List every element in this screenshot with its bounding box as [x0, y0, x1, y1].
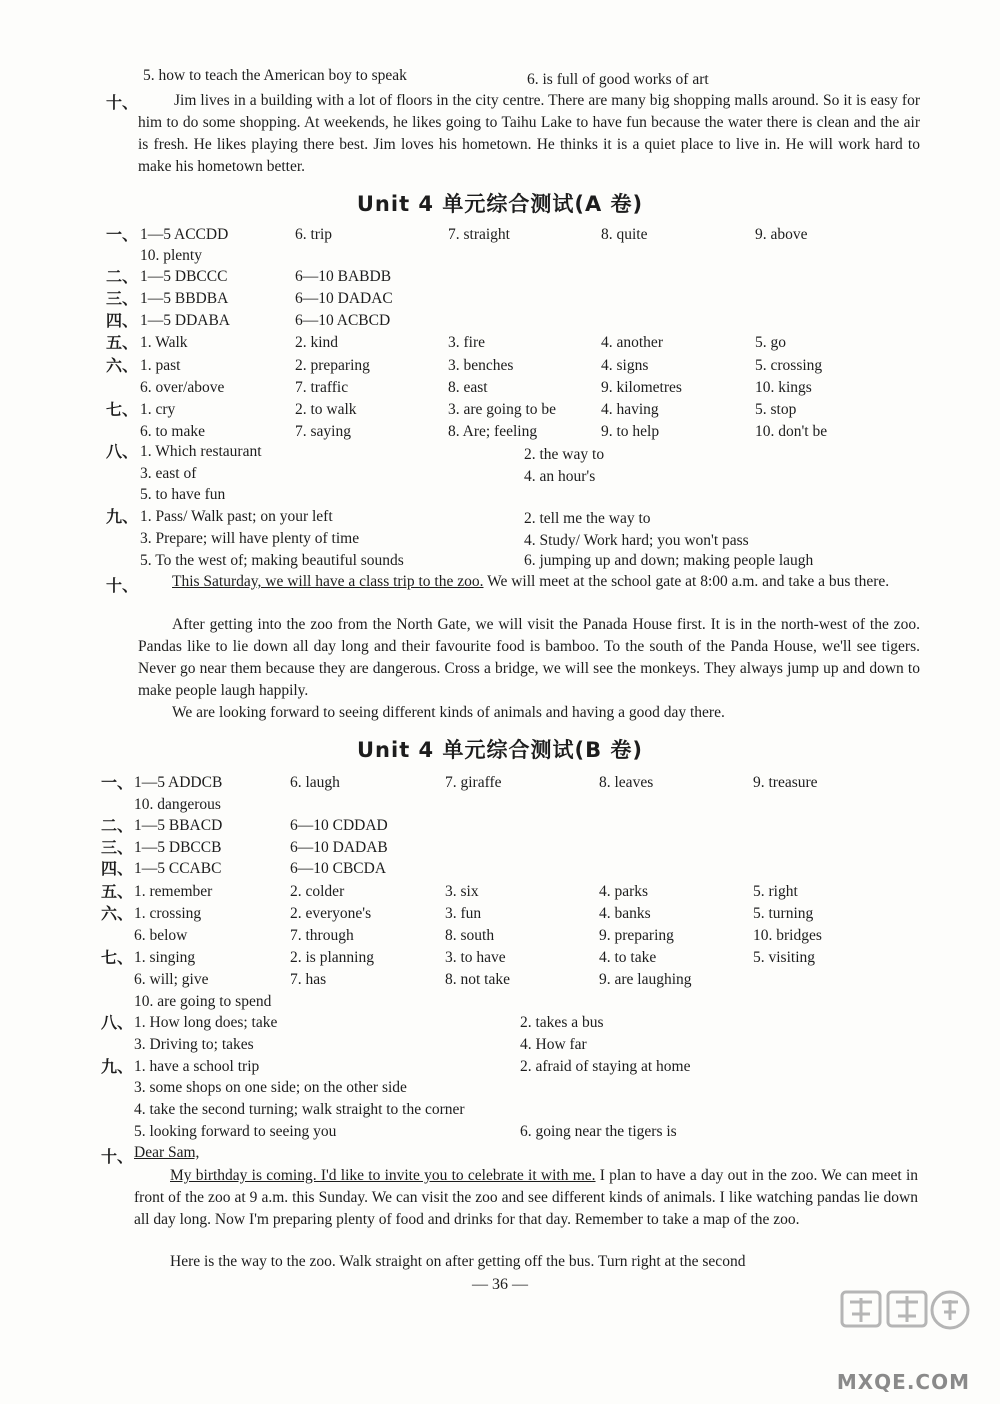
answer-cell: 4. parks: [599, 883, 649, 900]
answer-row: [0, 421, 1000, 443]
answer-cell: 1—5 ACCDD: [140, 226, 229, 243]
answer-row: [0, 550, 1000, 572]
answer-row: [0, 377, 1000, 399]
question-number: 一、: [106, 225, 139, 244]
answer-row: [0, 925, 1000, 947]
answer-cell: 1. Pass/ Walk past; on your left: [140, 508, 333, 525]
answer-cell: 1. Which restaurant: [140, 443, 262, 460]
answer-row: [0, 1056, 1000, 1078]
answer-cell: 4. take the second turning; walk straight to the corner: [134, 1101, 465, 1118]
question-number: 六、: [106, 356, 139, 375]
answer-row: [0, 903, 1000, 925]
answer-cell: 1. past: [140, 357, 181, 374]
answer-line: 5. how to teach the American boy to speak: [143, 67, 407, 84]
answer-cell: 4. another: [601, 334, 663, 351]
essay-paragraph: We are looking forward to seeing different kinds of animals and having a good day there.: [172, 704, 725, 721]
question-number: 八、: [106, 442, 139, 461]
answer-cell: 3. Driving to; takes: [134, 1036, 254, 1053]
question-number: 九、: [106, 507, 139, 526]
answer-cell: 5. turning: [753, 905, 814, 922]
answer-cell: 3. benches: [448, 357, 514, 374]
page-number: — 36 —: [472, 1276, 528, 1293]
question-number: 五、: [101, 882, 134, 901]
answer-row: [0, 463, 1000, 485]
answer-cell: 6—10 CBCDA: [290, 860, 387, 877]
answer-row: [0, 266, 1000, 288]
answer-row: [0, 399, 1000, 421]
answer-cell: 1—5 DDABA: [140, 312, 230, 329]
question-number: 四、: [106, 311, 139, 330]
answer-cell: 4. banks: [599, 905, 651, 922]
answer-cell: 4. signs: [601, 357, 649, 374]
answer-cell: 8. leaves: [599, 774, 654, 791]
answer-cell: 6—10 DADAB: [290, 839, 388, 856]
answer-cell: 9. kilometres: [601, 379, 682, 396]
answer-cell: 6—10 DADAC: [295, 290, 393, 307]
answer-cell: 7. traffic: [295, 379, 349, 396]
answer-cell: 10. kings: [755, 379, 812, 396]
watermark-logo-icon: [772, 1284, 982, 1380]
answer-cell: 2. to walk: [295, 401, 357, 418]
answer-cell: 7. saying: [295, 423, 351, 440]
answer-row: [0, 245, 1000, 267]
answer-cell: 5. crossing: [755, 357, 823, 374]
answer-cell: 6—10 ACBCD: [295, 312, 391, 329]
section-heading-b: Unit 4 单元综合测试(B 卷): [357, 738, 643, 762]
answer-cell: 6. jumping up and down; making people laugh: [524, 552, 814, 569]
question-number: 五、: [106, 333, 139, 352]
answer-cell: 3. some shops on one side; on the other side: [134, 1079, 407, 1096]
answer-row: [0, 969, 1000, 991]
answer-cell: 1. remember: [134, 883, 213, 900]
answer-cell: 10. bridges: [753, 927, 822, 944]
answer-row: [0, 288, 1000, 310]
question-number: 二、: [101, 816, 134, 835]
answer-row: [0, 837, 1000, 859]
essay-text: I plan to have a day out in the zoo. We can meet in front of the zoo at 9 a.m. this Sunday. We can visit the zoo and see different kinds of animals. I like watching pandas lie down all day long. Now I'm preparing plenty of food and drinks for that day. Remember to take a map of the zoo.: [134, 1167, 919, 1228]
answer-cell: 2. preparing: [295, 357, 370, 374]
answer-cell: 10. dangerous: [134, 796, 221, 813]
answer-cell: 3. to have: [445, 949, 506, 966]
answer-cell: 8. Are; feeling: [448, 423, 538, 440]
answer-cell: 2. colder: [290, 883, 345, 900]
answer-cell: 3. fire: [448, 334, 486, 351]
answer-row: [0, 1012, 1000, 1034]
answer-row: [0, 858, 1000, 880]
answer-cell: 9. to help: [601, 423, 660, 440]
answer-cell: 10. plenty: [140, 247, 202, 264]
answer-cell: 9. preparing: [599, 927, 674, 944]
question-number: 一、: [101, 773, 134, 792]
answer-cell: 6. will; give: [134, 971, 209, 988]
answer-cell: 8. quite: [601, 226, 648, 243]
answer-row: [0, 991, 1000, 1013]
watermark-text: MXQE.COM: [836, 1370, 970, 1394]
answer-cell: 1—5 CCABC: [134, 860, 222, 877]
essay-paragraph: Jim lives in a building with a lot of floors in the city centre. There are many big shopping malls around. So it is easy for him to do some shopping. At weekends, he likes going to Taihu Lake to have fun because the water there is clean and the air is fresh. He likes playing there best. Jim loves his hometown. He thinks it is a quiet place to live in. He will work hard to make his hometown better.: [138, 92, 920, 175]
answer-cell: 10. are going to spend: [134, 993, 272, 1010]
essay-text: We will meet at the school gate at 8:00 a.m. and take a bus there.: [483, 573, 890, 590]
answer-cell: 4. having: [601, 401, 659, 418]
answer-row: [0, 528, 1000, 550]
question-number: 九、: [101, 1057, 134, 1076]
answer-cell: 8. south: [445, 927, 495, 944]
question-number: 四、: [101, 859, 134, 878]
answer-row: [0, 947, 1000, 969]
underlined-sentence: My birthday is coming. I'd like to invite you to celebrate it with me.: [170, 1167, 596, 1184]
question-number: 七、: [101, 948, 134, 967]
answer-cell: 7. through: [290, 927, 354, 944]
answer-cell: 1—5 BBACD: [134, 817, 223, 834]
answer-cell: 7. giraffe: [445, 774, 502, 791]
answer-cell: 2. takes a bus: [520, 1014, 604, 1031]
question-number: 十、: [106, 93, 139, 112]
question-number: 十、: [106, 576, 139, 595]
answer-cell: 5. to have fun: [140, 486, 226, 503]
answer-row: [0, 355, 1000, 377]
answer-row: [0, 332, 1000, 354]
answer-cell: 3. Prepare; will have plenty of time: [140, 530, 360, 547]
answer-row: [0, 506, 1000, 528]
question-number: 三、: [106, 289, 139, 308]
question-number: 七、: [106, 400, 139, 419]
answer-cell: 2. the way to: [524, 446, 605, 463]
answer-cell: 7. straight: [448, 226, 510, 243]
answer-cell: 3. are going to be: [448, 401, 557, 418]
answer-line: 6. is full of good works of art: [527, 71, 709, 88]
underlined-sentence: This Saturday, we will have a class trip to the zoo.: [172, 573, 484, 590]
answer-cell: 6. going near the tigers is: [520, 1123, 677, 1140]
answer-row: [0, 772, 1000, 794]
answer-cell: 5. To the west of; making beautiful sounds: [140, 552, 404, 569]
answer-cell: 4. How far: [520, 1036, 587, 1053]
answer-cell: 6. trip: [295, 226, 333, 243]
answer-cell: 1—5 DBCCB: [134, 839, 222, 856]
answer-row: [0, 224, 1000, 246]
answer-cell: 3. east of: [140, 465, 197, 482]
answer-cell: 10. don't be: [755, 423, 828, 440]
answer-cell: 9. are laughing: [599, 971, 692, 988]
answer-cell: 2. everyone's: [290, 905, 372, 922]
answer-cell: 7. has: [290, 971, 327, 988]
answer-row: [0, 1077, 1000, 1099]
answer-cell: 1. singing: [134, 949, 196, 966]
answer-cell: 5. looking forward to seeing you: [134, 1123, 337, 1140]
essay-paragraph: Here is the way to the zoo. Walk straight on after getting off the bus. Turn right at the second: [170, 1253, 746, 1270]
question-number: 六、: [101, 904, 134, 923]
answer-cell: 1. How long does; take: [134, 1014, 278, 1031]
answer-cell: 6—10 BABDB: [295, 268, 392, 285]
section-heading-a: Unit 4 单元综合测试(A 卷): [356, 192, 644, 216]
answer-cell: 5. right: [753, 883, 798, 900]
answer-cell: 6. laugh: [290, 774, 340, 791]
answer-cell: 3. six: [445, 883, 479, 900]
answer-cell: 4. an hour's: [524, 468, 596, 485]
question-number: 八、: [101, 1013, 134, 1032]
answer-cell: 3. fun: [445, 905, 482, 922]
essay-paragraph: After getting into the zoo from the North Gate, we will visit the Panada House first. It is in the north-west of the zoo. Pandas like to lie down all day long and their favourite food is bamboo. To the south of the Panda House, we'll see tigers. Never go near them because they are dangerous. Cross a bridge, we will see the monkeys. They always jump up and down to make people laugh happily.: [138, 616, 920, 699]
answer-cell: 6—10 CDDAD: [290, 817, 388, 834]
answer-cell: 8. not take: [445, 971, 510, 988]
answer-cell: 9. treasure: [753, 774, 818, 791]
answer-cell: 1—5 DBCCC: [140, 268, 228, 285]
answer-row: [0, 310, 1000, 332]
answer-row: [0, 484, 1000, 506]
answer-cell: 4. to take: [599, 949, 657, 966]
answer-cell: 1. crossing: [134, 905, 202, 922]
question-number: 三、: [101, 838, 134, 857]
answer-cell: 4. Study/ Work hard; you won't pass: [524, 532, 749, 549]
answer-row: [0, 815, 1000, 837]
letter-salutation: Dear Sam,: [134, 1144, 200, 1161]
answer-cell: 2. kind: [295, 334, 339, 351]
answer-cell: 1. have a school trip: [134, 1058, 260, 1075]
essay-paragraph: [134, 1165, 918, 1231]
answer-row: [0, 1121, 1000, 1143]
answer-cell: 5. stop: [755, 401, 797, 418]
answer-cell: 1—5 BBDBA: [140, 290, 229, 307]
question-number: 十、: [101, 1147, 134, 1166]
answer-cell: 1—5 ADDCB: [134, 774, 223, 791]
answer-row: [0, 881, 1000, 903]
answer-cell: 5. go: [755, 334, 786, 351]
answer-cell: 6. over/above: [140, 379, 225, 396]
answer-cell: 9. above: [755, 226, 808, 243]
answer-cell: 6. below: [134, 927, 188, 944]
question-number: 二、: [106, 267, 139, 286]
answer-row: [0, 794, 1000, 816]
answer-cell: 2. afraid of staying at home: [520, 1058, 691, 1075]
answer-row: [0, 1099, 1000, 1121]
answer-cell: 2. tell me the way to: [524, 510, 651, 527]
essay-paragraph: [138, 571, 920, 593]
answer-cell: 5. visiting: [753, 949, 816, 966]
answer-row: [0, 1034, 1000, 1056]
answer-cell: 1. cry: [140, 401, 176, 418]
answer-cell: 6. to make: [140, 423, 205, 440]
answer-cell: 8. east: [448, 379, 488, 396]
answer-cell: 1. Walk: [140, 334, 188, 351]
answer-cell: 2. is planning: [290, 949, 374, 966]
